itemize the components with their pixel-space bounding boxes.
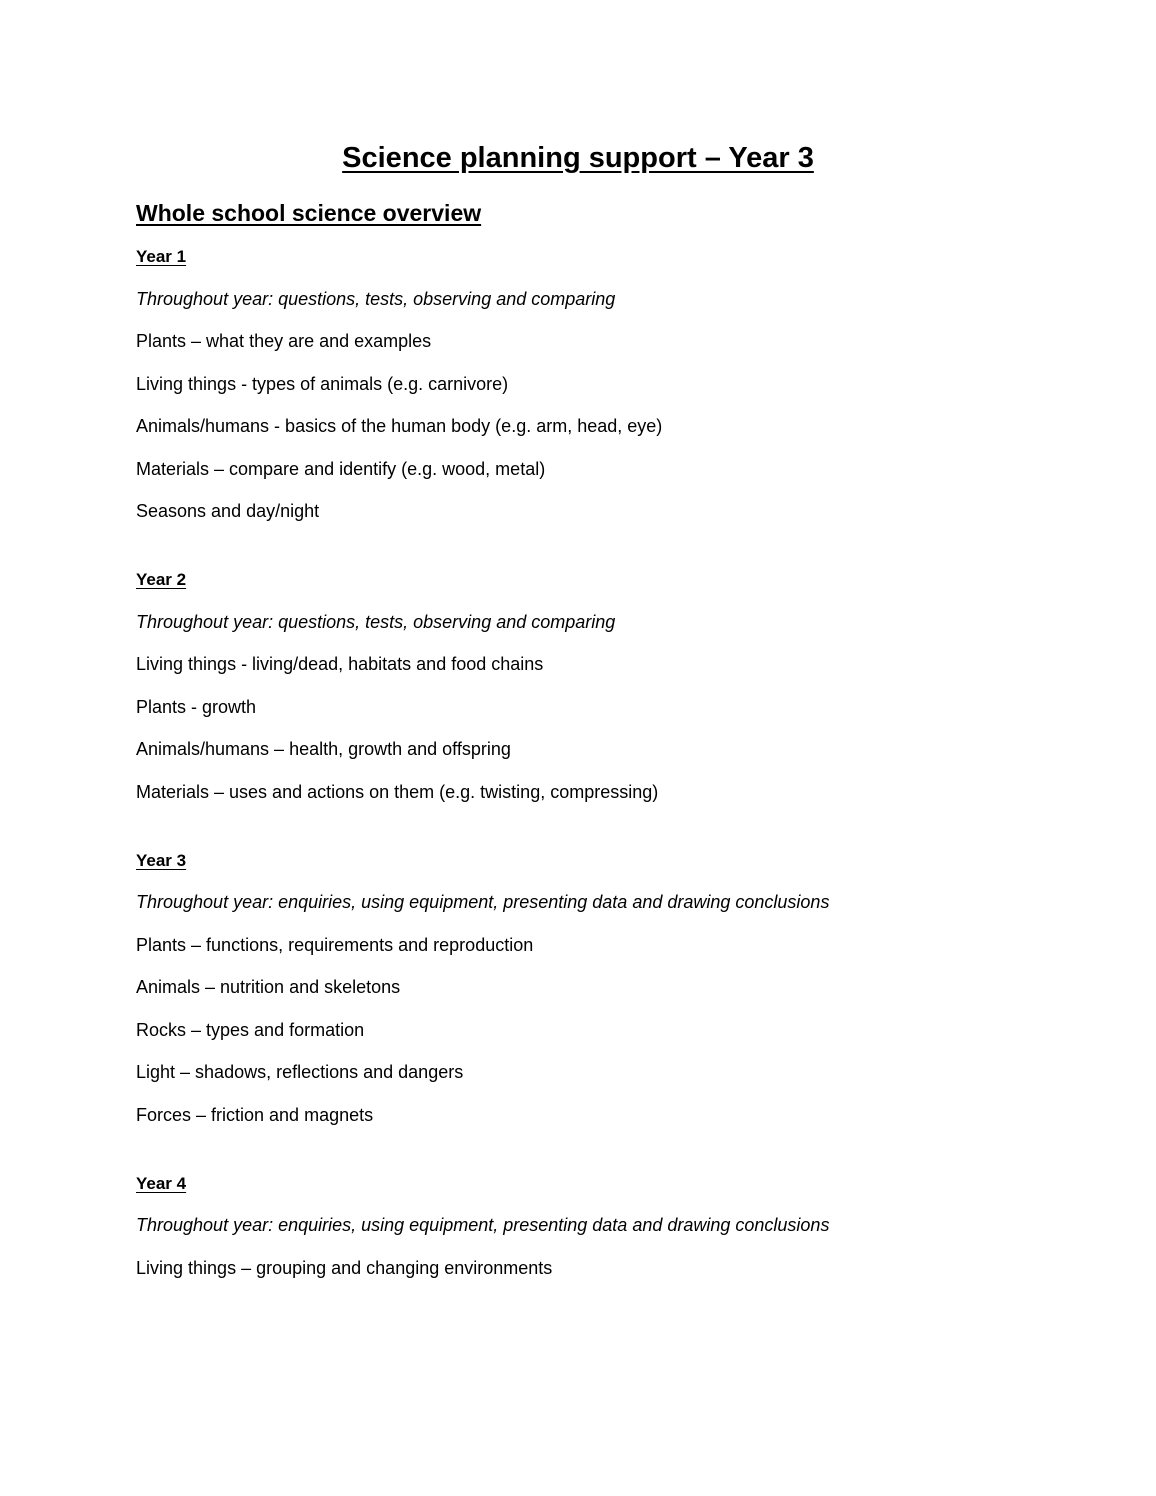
topic-item: Plants - growth [136, 696, 257, 717]
year-overview-list [136, 244, 1036, 1324]
document-title: Science planning support – Year 3 [342, 142, 814, 174]
topic-item: Seasons and day/night [136, 501, 320, 521]
year-heading: Year 2 [136, 570, 187, 589]
year-note: Throughout year: enquiries, using equipment, presenting data and drawing conclusions [136, 892, 830, 912]
topic-item: Animals – nutrition and skeletons [136, 977, 401, 997]
topic-item: Materials – uses and actions on them (e.g. twisting, compressing) [136, 781, 659, 802]
year-section [136, 567, 1036, 805]
topic-item: Plants – functions, requirements and reproduction [136, 934, 534, 955]
year-note: Throughout year: questions, tests, observing and comparing [136, 288, 616, 309]
topic-item: Materials – compare and identify (e.g. wood, metal) [136, 458, 546, 479]
topic-item: Plants – what they are and examples [136, 331, 432, 351]
topic-item: Living things - types of animals (e.g. carnivore) [136, 373, 509, 394]
topic-item: Forces – friction and magnets [136, 1104, 374, 1125]
topic-item: Rocks – types and formation [136, 1019, 365, 1040]
year-heading: Year 3 [136, 850, 187, 870]
year-note: Throughout year: enquiries, using equipment, presenting data and drawing conclusions [136, 1215, 830, 1235]
topic-item: Living things - living/dead, habitats and food chains [136, 654, 544, 674]
year-section [136, 244, 1036, 524]
year-heading: Year 4 [136, 1173, 187, 1193]
year-note: Throughout year: questions, tests, observing and comparing [136, 611, 616, 632]
overview-heading: Whole school science overview [136, 200, 482, 226]
topic-item: Animals/humans – health, growth and offspring [136, 739, 511, 759]
topic-item: Living things – grouping and changing environments [136, 1257, 553, 1278]
year-section [136, 1171, 1036, 1281]
year-section [136, 848, 1036, 1128]
year-heading: Year 1 [136, 247, 187, 266]
topic-item: Light – shadows, reflections and dangers [136, 1062, 464, 1082]
topic-item: Animals/humans - basics of the human body (e.g. arm, head, eye) [136, 416, 663, 436]
